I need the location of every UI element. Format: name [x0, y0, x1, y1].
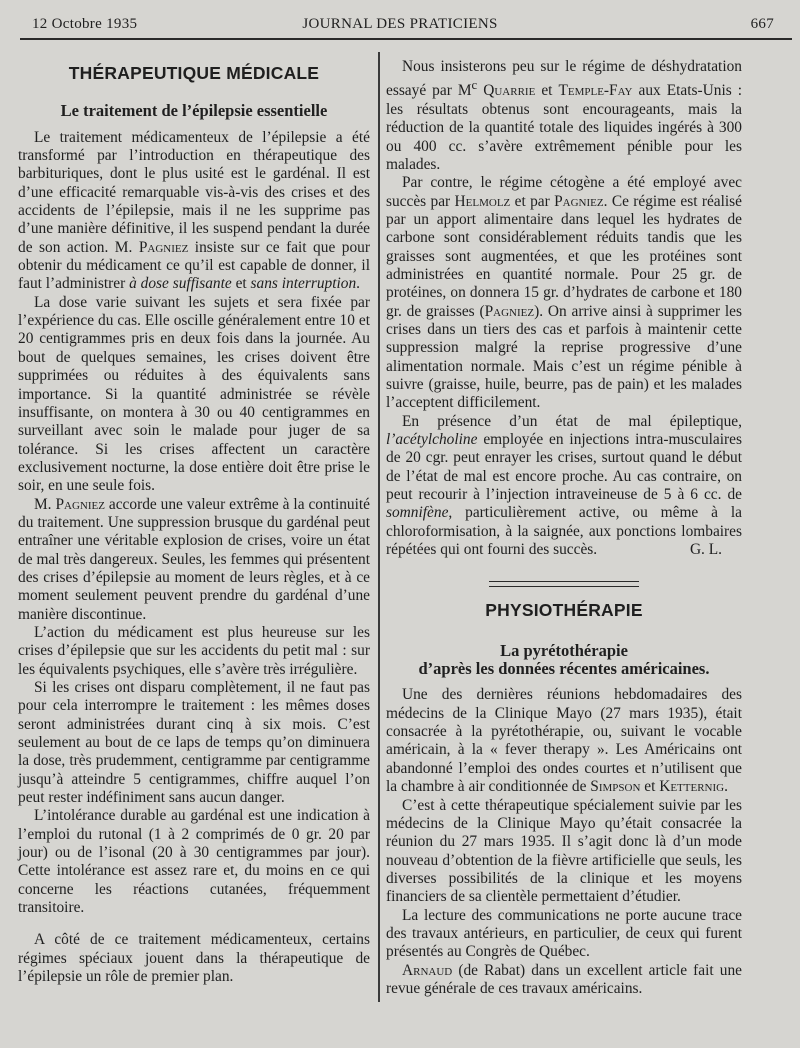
- column-divider: [378, 52, 380, 1002]
- author-name: Pagniez: [554, 192, 604, 210]
- paragraph: Par contre, le régime cétogène a été employé avec succès par Helmolz et par Pagniez. Ce régime est réalisé par un apport alimentaire dans lequel les hydrates de carbone sont considérablement réduits tandis que les graisses sont augmentées, et que les protéines sont administrées en quantité normale. Pour 25 gr. de protéines, on donnera 15 gr. d’hydrates de carbone et 180 gr. de graisses (Pagniez). On arrive ainsi à supprimer les crises dans un tiers des cas et parfois à maintenir cette suppression malgré la reprise progressive d’une alimentation normale. Mais c’est un régime pénible à suivre (graisse, huile, beurre, pas de pain) et les malades l’acceptent difficilement.: [386, 174, 742, 412]
- author-name: Pagniez: [484, 302, 535, 320]
- page-header: [20, 16, 780, 38]
- paragraph: L’action du médicament est plus heureuse sur les crises d’épilepsie que sur les accidents du petit mal : sur les équivalents psychiques, elle s’avère très irrégulière.: [18, 623, 370, 678]
- author-name: Pagniez: [138, 238, 189, 256]
- author-name: Helmolz: [454, 192, 511, 210]
- author-name: Temple-Fay: [558, 82, 633, 100]
- article-title-pyretotherapie: La pyrétothérapie d’après les données récentes américaines.: [418, 640, 710, 679]
- left-column: [18, 58, 370, 987]
- author-name: Ketternig: [659, 778, 725, 796]
- article-title-epilepsie: Le traitement de l’épilepsie essentielle: [60, 101, 328, 121]
- paragraph: La lecture des communications ne porte aucune trace des travaux antérieurs, en particulier, de ceux qui furent présentés au Congrès de Québec.: [386, 906, 742, 961]
- author-name: Pagniez: [55, 495, 105, 513]
- page-number: 667: [750, 16, 774, 32]
- section-heading-therapeutique: THÉRAPEUTIQUE MÉDICALE: [68, 63, 320, 83]
- author-name: Arnaud: [402, 961, 453, 979]
- paragraph: L’intolérance durable au gardénal est une indication à l’emploi du rutonal (1 à 2 comprimés de 0 gr. 20 par jour) ou de l’isonal (20 à 30 centigrammes par jour). Cette intolérance est assez rare et, du moins en ce qui concerne les réactions cutanées, fréquemment transitoire.: [18, 807, 370, 917]
- section-separator: [489, 581, 639, 587]
- paragraph: En présence d’un état de mal épileptique, l’acétylcholine employée en injections intra-musculaires de 20 cgr. peut enrayer les crises, surtout quand le début de l’état de mal est encore proche. Au cas contraire, on peut recourir à l’injection intraveineuse de 5 à 6 cc. de somnifène, particulièrement active, ou même à la chloroformisation, à la saignée, aux ponctions lombaires répétées qui ont fourni des succès. G. L.: [386, 412, 742, 559]
- paragraph: C’est à cette thérapeutique spécialement suivie par les médecins de la Clinique Mayo qu’était consacrée la réunion du 27 mars 1935. Il s’agit donc là d’un mode nouveau d’obtention de la fièvre artificielle que seuls, les diverses possibilités de la clinique et les moyens financiers de sa clientèle permettaient d’étudier.: [386, 796, 742, 906]
- paragraph: Une des dernières réunions hebdomadaires des médecins de la Clinique Mayo (27 mars 1935), était consacrée à la pyrétothérapie, ou, suivant le vocable américain, à la « fever therapy ». Les Américains ont abandonné l’emploi des ondes courtes et n’utilisent que la chambre à air conditionnée de Simpson et Ketternig.: [386, 686, 742, 796]
- journal-title: JOURNAL DES PRATICIENS: [302, 16, 498, 32]
- paragraph: Si les crises ont disparu complètement, il ne faut pas pour cela interrompre le traitement : les mêmes doses seront administrées durant cinq à six mois. C’est seulement au bout de ce laps de temps qu’on diminuera la dose, très prudemment, centigramme par centigramme jusqu’à atteindre 5 centigrammes, chiffre auquel l’on peut rester indéfiniment sans aucun danger.: [18, 679, 370, 807]
- paragraph: A côté de ce traitement médicamenteux, certains régimes spéciaux jouent dans la thérapeutique de l’épilepsie un rôle de premier plan.: [18, 931, 370, 986]
- paragraph: Arnaud (de Rabat) dans un excellent article fait une revue générale de ces travaux américains.: [386, 961, 742, 997]
- author-name: Simpson: [590, 778, 641, 796]
- section-heading-physiotherapie: PHYSIOTHÉRAPIE: [485, 600, 643, 621]
- paragraph: La dose varie suivant les sujets et sera fixée par l’expérience du cas. Elle oscille généralement entre 10 et 20 centigrammes pris en deux fois dans la journée. Au bout de quelques semaines, les crises doivent être supprimées ou réduites à des équivalents sans importance. Si la quantité administrée se révèle insuffisante, on montera à 30 ou 40 centigrammes en surveillant avec soin le malade pour juger de sa tolérance. Si les crises affectent un caractère exclusivement nocturne, la dose entière doit être prise le soir, en une seule fois.: [18, 293, 370, 495]
- author-name: Quarrie: [483, 82, 536, 100]
- paragraph: Nous insisterons peu sur le régime de déshydratation essayé par $M^c$ Quarrie et Temple-Fay aux Etats-Unis : les résultats obtenus sont encourageants, mais la réduction de la quantité totale des liquides ingérés à 300 ou 400 cc. s’avère extrêmement pénible pour les malades.: [386, 58, 742, 173]
- paragraph: Le traitement médicamenteux de l’épilepsie a été transformé par l’introduction en thérapeutique des barbituriques, dont le plus usité est le gardénal. Il est d’une efficacité remarquable vis-à-vis des crises et des accidents de l’épilepsie, mais il ne les supprime pas d’une manière définitive, il les suspend pendant la durée de son action. M. Pagniez insiste sur ce fait que pour obtenir du médicament ce qu’il est capable de donner, il faut l’administrer à dose suffisante et sans interruption.: [18, 128, 370, 293]
- right-column: [386, 58, 742, 998]
- author-signature: G. L.: [689, 541, 722, 559]
- header-rule: [20, 38, 792, 40]
- issue-date: 12 Octobre 1935: [32, 16, 138, 32]
- paragraph: M. Pagniez accorde une valeur extrême à la continuité du traitement. Une suppression brusque du gardénal peut entraîner une véritable explosion de crises, voire un état de mal très dangereux. Seules, les femmes qui présentent des crises d’épilepsie au moment de leurs règles, et à ce moment seulement peuvent prendre du gardénal d’une manière discontinue.: [18, 495, 370, 623]
